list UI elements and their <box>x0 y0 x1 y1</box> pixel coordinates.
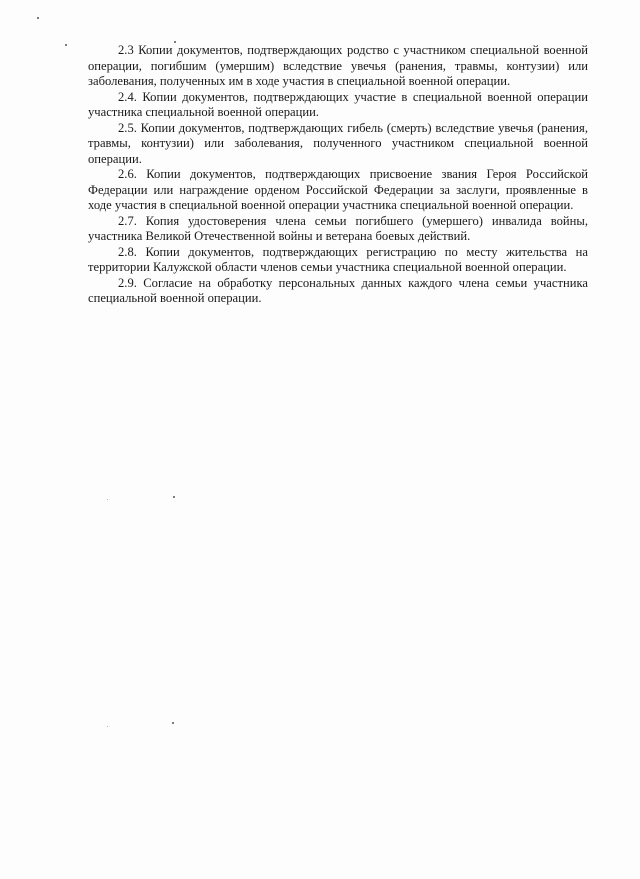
paragraph-2-5: 2.5. Копии документов, подтверждающих гибель (смерть) вследствие увечья (ранения, травмы, контузии) или заболевания, полученного участником специальной военной операции. <box>88 120 588 166</box>
document-body <box>88 43 588 307</box>
paragraph-2-9: 2.9. Согласие на обработку персональных данных каждого члена семьи участника специальной военной операции. <box>88 275 588 305</box>
scan-speck <box>173 496 175 498</box>
paragraph-2-6: 2.6. Копии документов, подтверждающих присвоение звания Героя Российской Федерации или награждение орденом Российской Федерации за заслуги, проявленные в ходе участия в специальной военной операции участника специальной военной операции. <box>88 167 588 212</box>
paragraph-2-3: 2.3 Копии документов, подтверждающих родство с участником специальной военной операции, погибшим (умершим) вследствие увечья (ранения, травмы, контузии) или заболевания, полученных им в ходе участия в специальной военной операции. <box>88 43 588 88</box>
scan-speck <box>107 726 108 727</box>
scan-speck <box>174 41 176 43</box>
scan-speck <box>65 44 67 46</box>
scan-speck <box>172 722 174 724</box>
scan-speck <box>37 17 39 19</box>
paragraph-2-8: 2.8. Копии документов, подтверждающих регистрацию по месту жительства на территории Калужской области членов семьи участника специальной военной операции. <box>88 244 588 274</box>
paragraph-2-7: 2.7. Копия удостоверения члена семьи погибшего (умершего) инвалида войны, участника Великой Отечественной войны и ветерана боевых действий. <box>88 213 588 243</box>
scan-speck <box>107 499 108 500</box>
paragraph-2-4: 2.4. Копии документов, подтверждающих участие в специальной военной операции участника специальной военной операции. <box>88 89 588 119</box>
